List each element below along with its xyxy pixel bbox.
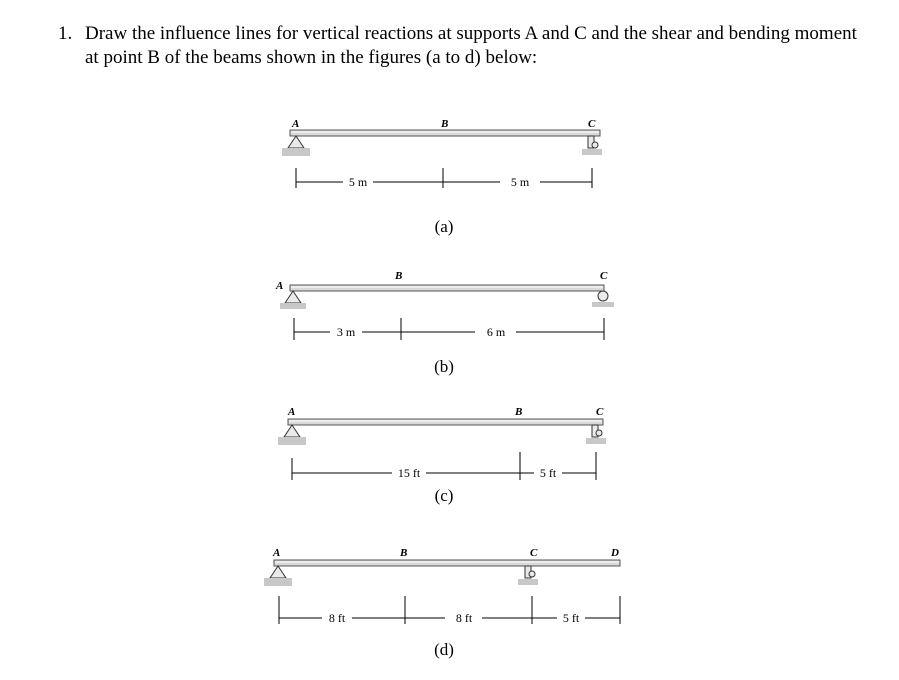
dimension-label: 5 ft [562,611,580,625]
roller-support-c [592,291,614,307]
dimension-label: 5 m [348,175,368,189]
label-a: A [288,406,296,418]
dimension-line-a [296,168,592,188]
caption-d: (d) [434,640,454,659]
dimension-label: 8 ft [455,611,473,625]
dimension-label: 5 ft [539,466,557,480]
label-d: D [611,547,619,559]
label-b: B [441,118,449,130]
roller-support-c [582,136,602,155]
beam-d [274,560,620,566]
roller-support-c [518,566,538,585]
dimension-label: 3 m [336,325,356,339]
figure-c [278,406,606,505]
caption-b: (b) [434,357,454,376]
dimension-label: 6 m [486,325,506,339]
label-a: A [276,280,284,292]
caption-a: (a) [434,217,454,236]
dimension-label: 5 m [510,175,530,189]
beam-c [288,419,603,425]
label-c: C [600,270,608,282]
pin-support-a [280,291,306,309]
beam-b [290,285,604,291]
label-b: B [515,406,523,418]
pin-support-a [264,566,292,586]
label-a: A [273,547,281,559]
figure-b [275,270,614,376]
pin-support-a [278,425,306,445]
label-c: C [588,118,596,130]
label-c: C [596,406,604,418]
label-c: C [530,547,538,559]
roller-support-c [586,425,606,444]
question-text: Draw the influence lines for vertical reactions at supports A and C and the shear and bending moment at point B of the beams shown in the figures (a to d) below: [85,23,857,68]
label-b: B [400,547,408,559]
label-a: A [292,118,300,130]
label-b: B [395,270,403,282]
beam-a [290,130,600,136]
pin-support-a [282,136,310,156]
question-number: 1. [58,23,73,44]
figure-a [282,118,602,236]
figure-d [264,547,620,659]
dimension-label: 8 ft [328,611,346,625]
dimension-label: 15 ft [397,466,421,480]
caption-c: (c) [434,486,454,505]
